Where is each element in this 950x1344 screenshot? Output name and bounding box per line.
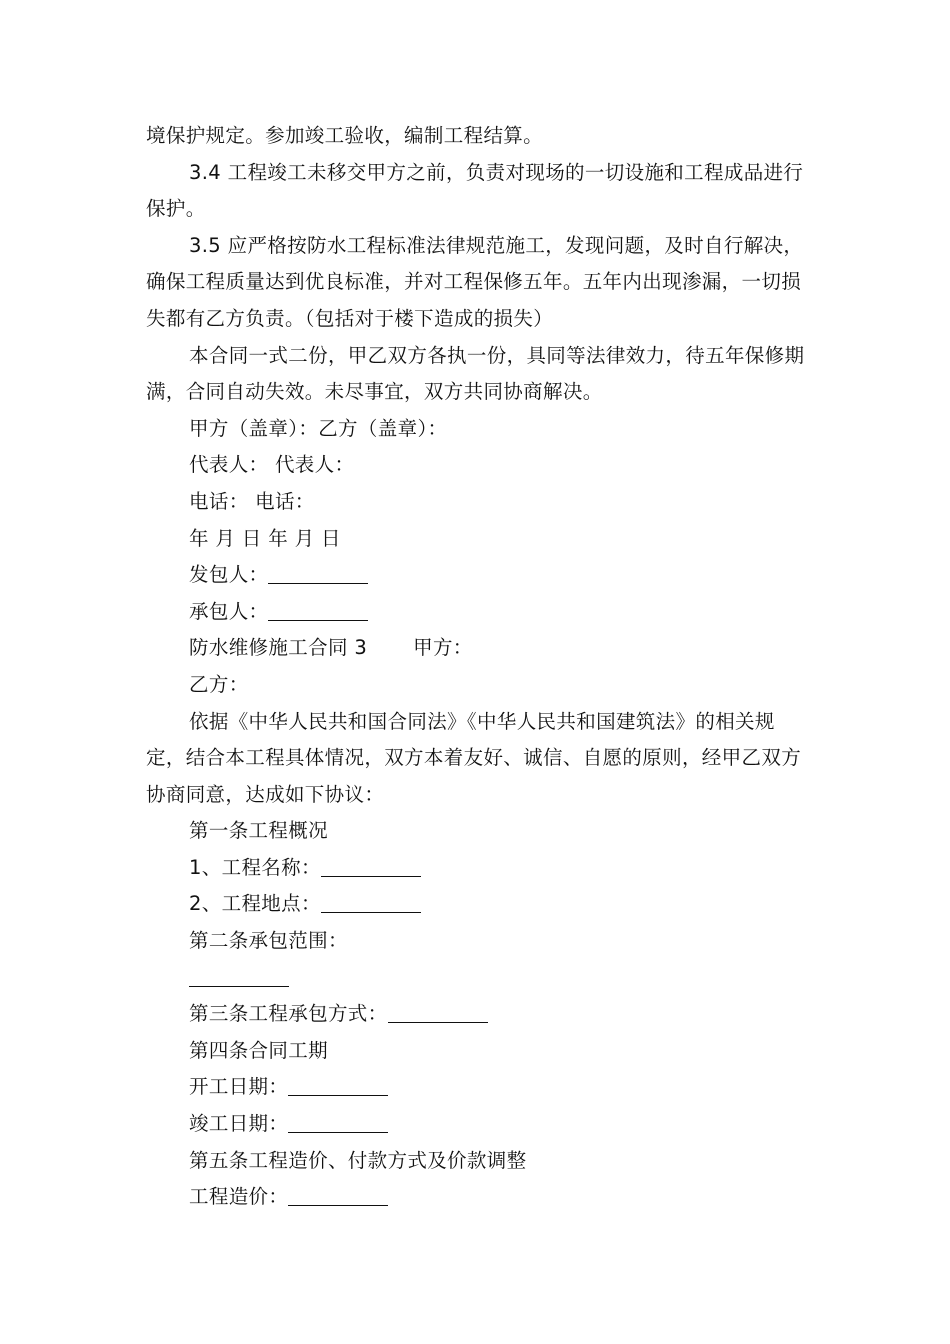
article-1-heading: 第一条工程概况 [189,819,328,843]
paragraph-contract-copies: 本合同一式二份，甲乙双方各执一份，具同等法律效力，待五年保修期满，合同自动失效。未尽事宜，双方共同协商解决。 [146,343,805,404]
employer-blank [268,563,368,584]
project-name-label: 1、工程名称： [189,855,321,879]
article-3-label: 第三条工程承包方式： [189,1002,388,1026]
signature-party-line: 甲方（盖章）：乙方（盖章）： [189,416,448,440]
party-b-line: 乙方： [189,672,249,696]
employer-line [146,557,808,594]
project-location-label: 2、工程地点： [189,892,321,916]
contractor-line [146,594,808,631]
contract-title-line [146,630,808,667]
clause-3-4: 3.4 工程竣工未移交甲方之前，负责对现场的一切设施和工程成品进行保护。 [146,160,804,221]
scope-blank [189,966,289,987]
article-5-heading: 第五条工程造价、付款方式及价款调整 [189,1148,527,1172]
article-3-line [146,996,808,1033]
clause-3-5: 3.5 应严格按防水工程标准法律规范施工，发现问题，及时自行解决，确保工程质量达到优良标准，并对工程保修五年。五年内出现渗漏，一切损失都有乙方负责。（包括对于楼下造成的损失） [146,233,804,330]
phone-line: 电话： 电话： [189,489,315,513]
party-a-label: 甲方： [413,636,473,660]
paragraph-legal-basis: 依据《中华人民共和国合同法》《中华人民共和国建筑法》的相关规定，结合本工程具体情况，双方本着友好、诚信、自愿的原则，经甲乙双方协商同意，达成如下协议： [146,709,802,806]
representative-line: 代表人： 代表人： [189,453,355,477]
contract-title: 防水维修施工合同 3 [189,636,368,660]
completion-date-blank [288,1112,388,1133]
start-date-label: 开工日期： [189,1075,289,1099]
article-2-heading: 第二条承包范围： [189,929,348,953]
project-name-line [146,850,808,887]
project-cost-blank [288,1185,388,1206]
project-location-blank [321,892,421,913]
completion-date-line [146,1106,808,1143]
start-date-line [146,1069,808,1106]
start-date-blank [288,1075,388,1096]
project-name-blank [321,856,421,877]
project-cost-line [146,1179,808,1216]
scope-blank-line [146,960,808,997]
project-cost-label: 工程造价： [189,1185,289,1209]
contractor-label: 承包人： [189,599,269,623]
date-line: 年 月 日 年 月 日 [189,526,341,550]
contractor-blank [268,600,368,621]
paragraph-env-protection: 境保护规定。参加竣工验收，编制工程结算。 [146,124,544,147]
completion-date-label: 竣工日期： [189,1112,289,1136]
article-4-heading: 第四条合同工期 [189,1038,328,1062]
document-body [146,118,808,1216]
employer-label: 发包人： [189,563,269,587]
contract-method-blank [388,1002,488,1023]
project-location-line [146,886,808,923]
